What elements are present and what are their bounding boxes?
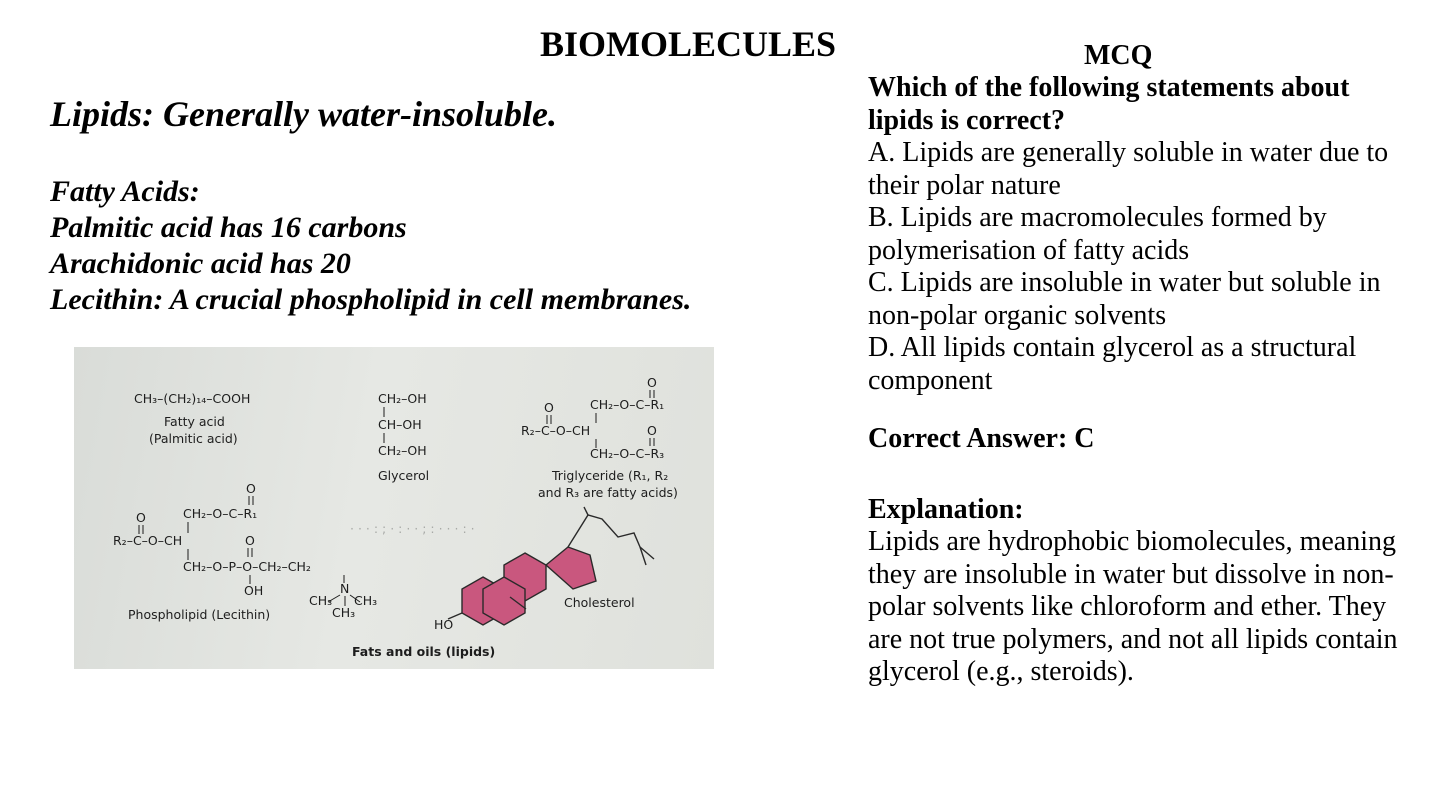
fatty-acid-label: Fatty acid: [164, 414, 225, 429]
fact-item: Palmitic acid has 16 carbons: [50, 211, 407, 244]
glycerol-row: CH₂–OH: [378, 391, 427, 406]
choline-methyl: CH₃: [332, 605, 356, 620]
fact-item: Arachidonic acid has 20: [50, 247, 351, 280]
phosphate-hydroxyl: OH: [244, 583, 264, 598]
triglyceride-label: and R₃ are fatty acids): [538, 485, 678, 500]
mcq-option-c: C. Lipids are insoluble in water but soluble in non-polar organic solvents: [868, 267, 1381, 331]
cholesterol-side-chain: [584, 507, 588, 515]
choline-methyl: CH₃: [354, 593, 378, 608]
phospholipid-row: CH₂–O–P–O–CH₂–CH₂: [183, 559, 311, 574]
cholesterol-label: Cholesterol: [564, 595, 635, 610]
mcq-option-b: B. Lipids are macromolecules formed by polymerisation of fatty acids: [868, 202, 1327, 266]
mcq-options: [868, 137, 1408, 397]
phospholipid-label: Phospholipid (Lecithin): [128, 607, 271, 622]
fatty-acid-sublabel: (Palmitic acid): [149, 431, 238, 446]
oxygen-atom: O: [647, 423, 657, 438]
explanation-text: Lipids are hydrophobic biomolecules, meaning they are insoluble in water but dissolve in non-polar solvents like chloroform and ether. They are not true polymers, and not all lipids contain glycerol (e.g., steroids).: [868, 526, 1398, 687]
fact-heading: Fatty Acids:: [50, 175, 200, 208]
choline-nitrogen: N: [340, 581, 350, 596]
cholesterol-hydroxyl: HO: [434, 617, 454, 632]
mcq-option-d: D. All lipids contain glycerol as a structural component: [868, 332, 1357, 396]
steroid-ring: [546, 547, 596, 589]
mcq-heading: MCQ: [1084, 40, 1153, 71]
mcq-panel: [868, 40, 1408, 689]
triglyceride-row: CH₂–O–C–R₃: [590, 446, 665, 461]
glycerol-row: CH₂–OH: [378, 443, 427, 458]
glycerol-label: Glycerol: [378, 468, 430, 483]
mcq-option-a: A. Lipids are generally soluble in water due to their polar nature: [868, 137, 1389, 201]
faded-background-text: · · · : ; · : · · ; : · · · : ·: [350, 521, 475, 536]
oxygen-atom: O: [245, 533, 255, 548]
fact-list: [50, 174, 691, 318]
fact-item: Lecithin: A crucial phospholipid in cell membranes.: [50, 283, 692, 316]
slide-subtitle: Lipids: Generally water-insoluble.: [50, 94, 557, 134]
oxygen-atom: O: [136, 510, 146, 525]
figure-caption: Fats and oils (lipids): [352, 644, 496, 659]
lipid-structures-drawing: [74, 347, 714, 669]
triglyceride-row: CH₂–O–C–R₁: [590, 397, 665, 412]
choline-methyl: CH₃: [309, 593, 333, 608]
triglyceride-row: R₂–C–O–CH: [521, 423, 591, 438]
oxygen-atom: O: [647, 375, 657, 390]
oxygen-atom: O: [544, 400, 554, 415]
triglyceride-label: Triglyceride (R₁, R₂: [552, 468, 669, 483]
mcq-question: Which of the following statements about lipids is correct?: [868, 72, 1350, 136]
explanation-label: Explanation:: [868, 493, 1024, 525]
oxygen-atom: O: [246, 481, 256, 496]
glycerol-row: CH–OH: [378, 417, 422, 432]
lipid-structures-figure: [74, 347, 714, 669]
fatty-acid-formula: CH₃–(CH₂)₁₄–COOH: [134, 391, 251, 406]
phospholipid-row: CH₂–O–C–R₁: [183, 506, 258, 521]
phospholipid-row: R₂–C–O–CH: [113, 533, 183, 548]
slide-title: BIOMOLECULES: [540, 24, 837, 64]
correct-answer: Correct Answer: C: [868, 423, 1095, 454]
